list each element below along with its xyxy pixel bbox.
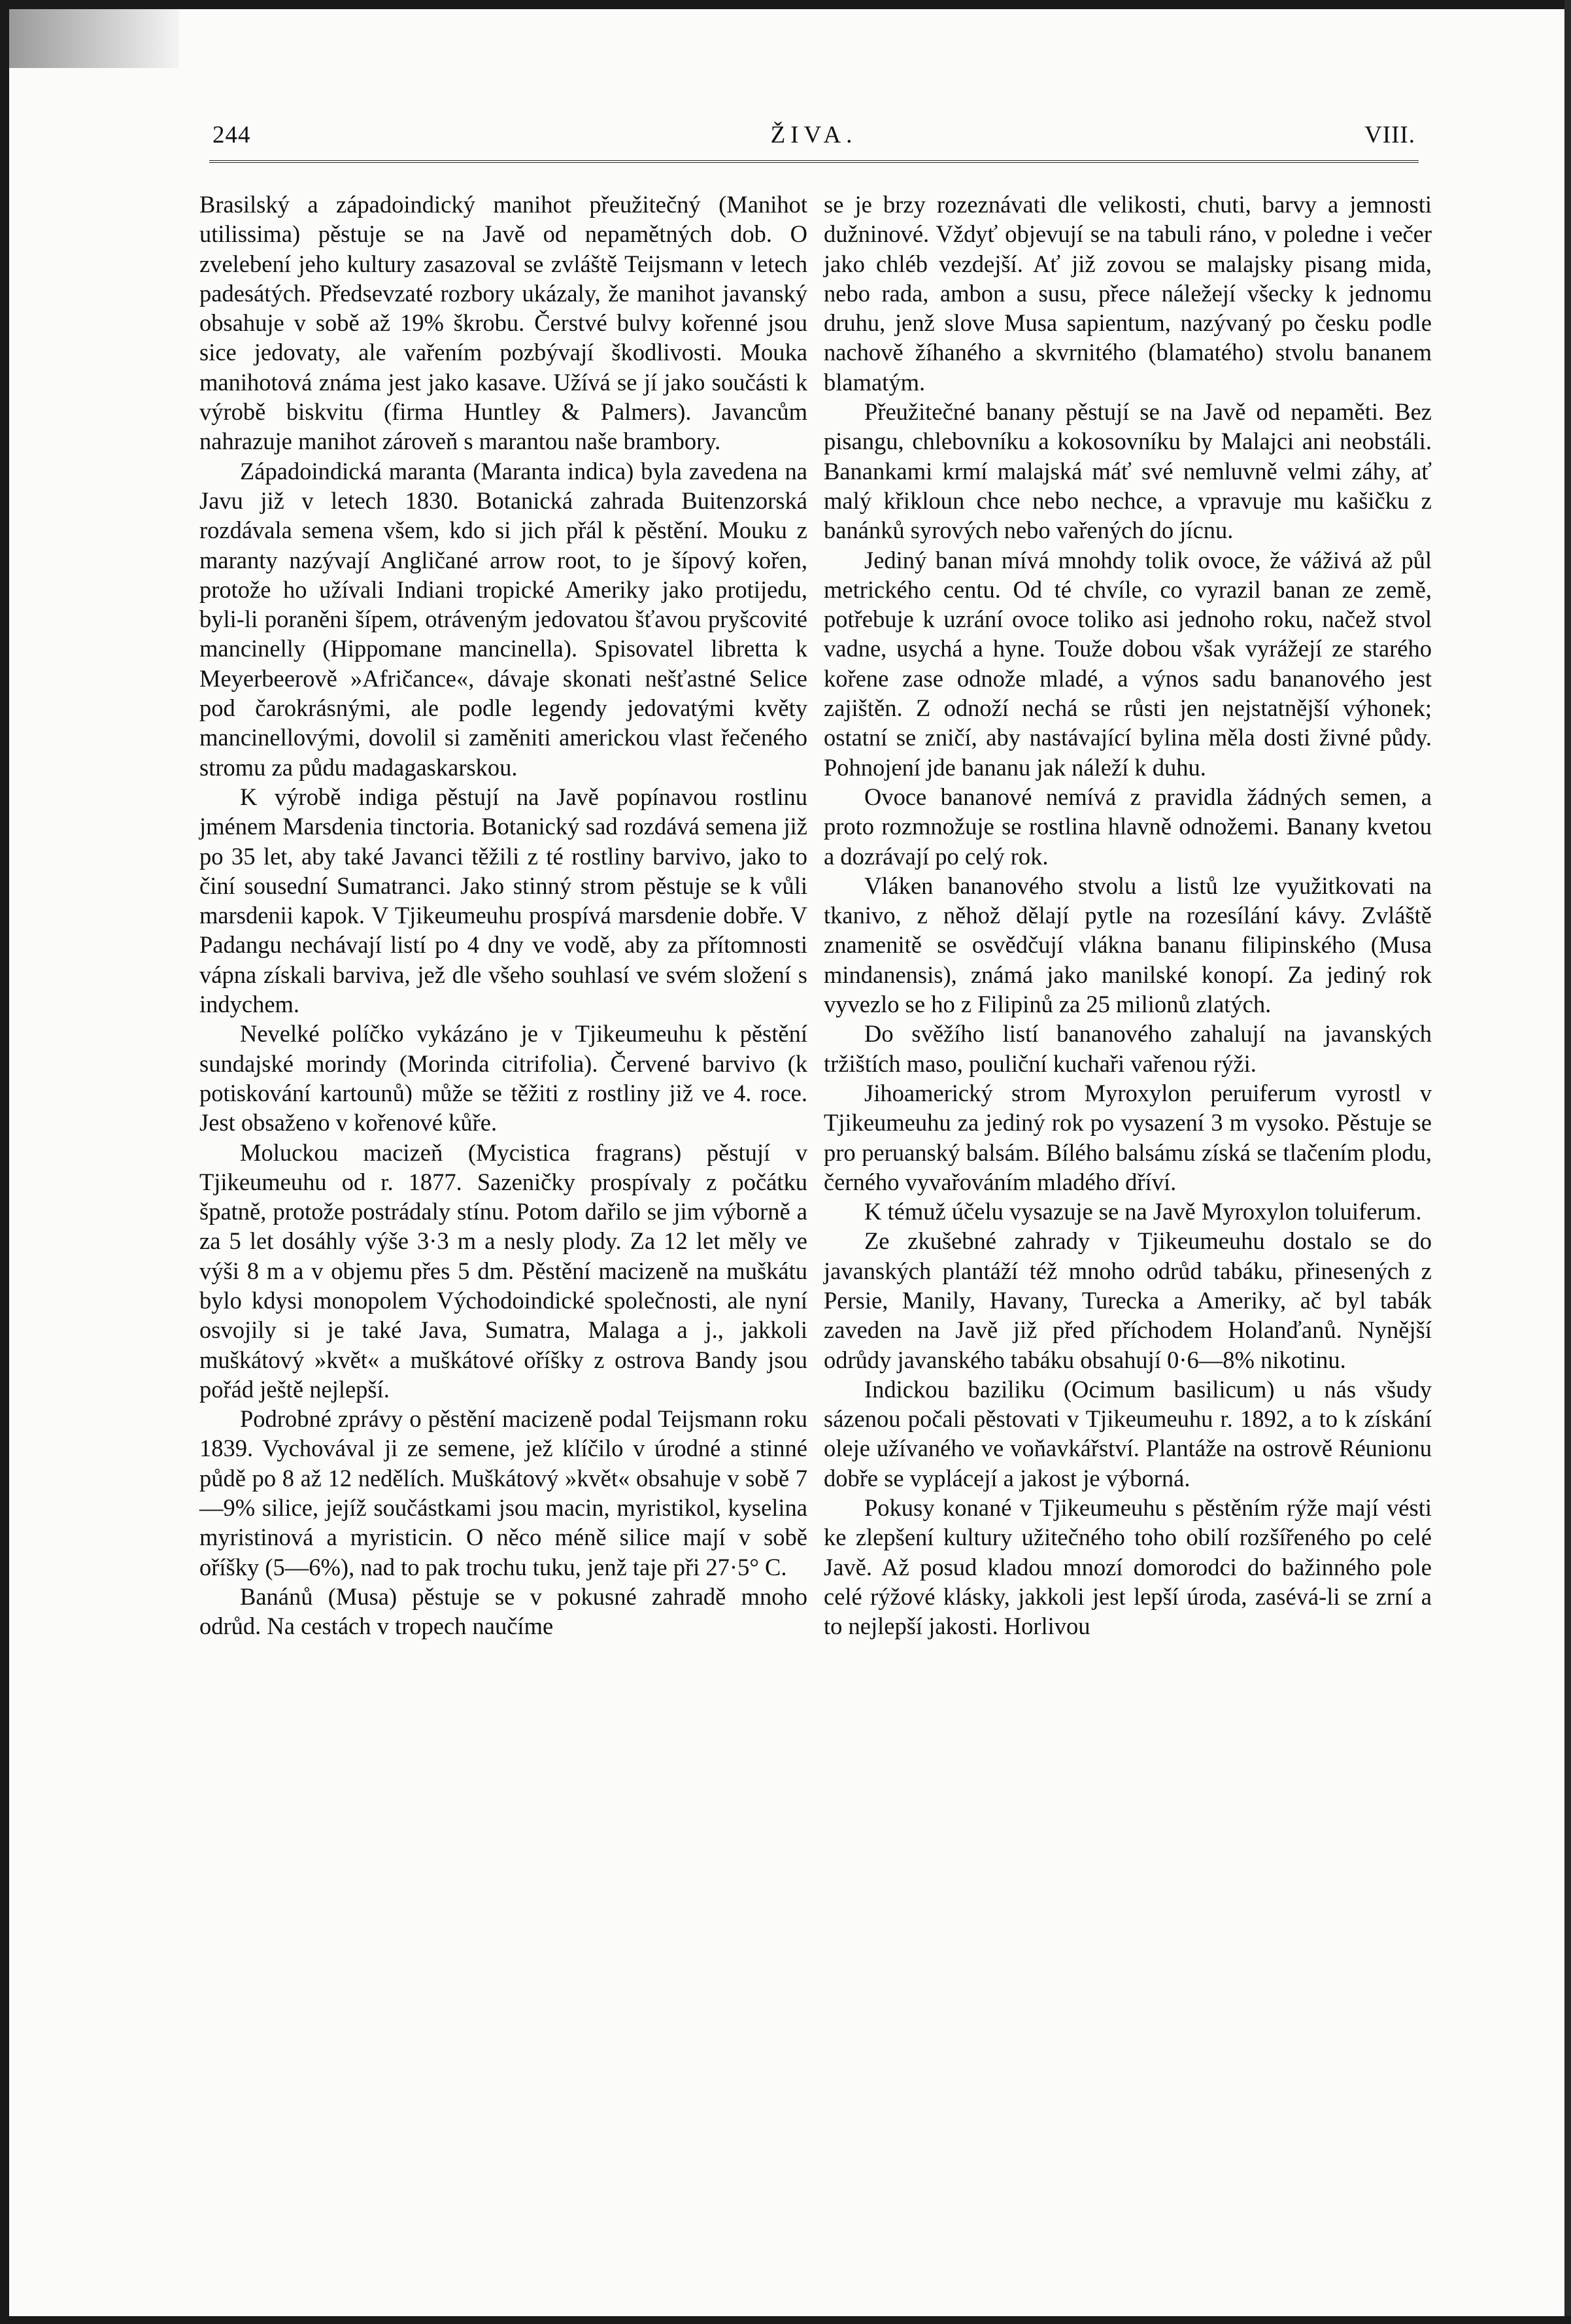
scan-border-bottom [0,2316,1571,2324]
paragraph: Do svěžího listí bananového zahalují na javanských tržištích maso, pouliční kuchaři vařenou rýži. [824,1020,1432,1077]
left-column [199,190,807,1641]
paragraph: Ovoce bananové nemívá z pravidla žádných semen, a proto rozmnožuje se rostlina hlavně odnožemi. Banany kvetou a dozrávají po celý rok. [824,783,1432,870]
scan-border-right [1564,0,1571,2324]
paragraph: Podrobné zprávy o pěstění macizeně podal Teijsmann roku 1839. Vychovával ji ze semene, jež klíčilo v úrodné a stinné půdě po 8 až 12 nedělích. Muškátový »květ« obsahuje v sobě 7—9% silice, jejíž součástkami jsou macin, myristikol, kyselina myristinová a myristicin. O něco méně silice mají v sobě oříšky (5—6%), nad to pak trochu tuku, jenž taje při 27·5° C. [199,1405,807,1581]
volume-number: VIII. [1364,122,1415,148]
paragraph: Brasilský a západoindický manihot přeužitečný (Manihot utilissima) pěstuje se na Javě od nepamětných dob. O zvelebení jeho kultury zasazoval se zvláště Teijsmann v letech padesátých. Předsevzaté rozbory ukázaly, že manihot javanský obsahuje v sobě až 19% škrobu. Čerstvé bulvy kořenné jsou sice jedovaty, ale vařením pozbývají škodlivosti. Mouka manihotová známa jest jako kasave. Užívá se jí jako součásti k výrobě biskvitu (firma Huntley & Palmers). Javancům nahrazuje manihot zároveň s marantou naše brambory. [199,191,807,455]
paragraph: Indickou baziliku (Ocimum basilicum) u nás všudy sázenou počali pěstovati v Tjikeumeuhu r. 1892, a to k získání oleje užívaného ve voňavkářství. Plantáže na ostrově Réunionu dobře se vyplácejí a jakost je výborná. [824,1375,1432,1492]
paragraph: Západoindická maranta (Maranta indica) byla zavedena na Javu již v letech 1830. Botanická zahrada Buitenzorská rozdávala semena všem, kdo si jich přál k pěstění. Mouku z maranty nazývají Angličané arrow root, to je šípový kořen, protože ho užívali Indiani tropické Ameriky jako protijedu, byli-li poraněni šípem, otráveným jedovatou šťavou pryšcovité mancinelly (Hippomane mancinella). Spisovatel libretta k Meyerbeerově »Afričance«, dávaje skonati nešťastné Selice pod čarokrásnými, ale podle legendy jedovatými květy mancinellovými, dovolil si zaměniti americkou vlast řečeného stromu za půdu madagaskarskou. [199,457,807,781]
paragraph: Nevelké políčko vykázáno je v Tjikeumeuhu k pěstění sundajské morindy (Morinda citrifolia). Červené barvivo (k potiskování kartounů) může se těžiti z rostliny již ve 4. roce. Jest obsaženo v kořenové kůře. [199,1020,807,1136]
right-column [824,190,1432,1641]
paragraph: Banánů (Musa) pěstuje se v pokusné zahradě mnoho odrůd. Na cestách v tropech naučíme [199,1582,807,1640]
paragraph: Jediný banan mívá mnohdy tolik ovoce, že váživá až půl metrického centu. Od té chvíle, co vyrazil banan ze země, potřebuje k uzrání ovoce toliko asi jednoho roku, načež stvol vadne, usychá a hyne. Touže dobou však vyrážejí ze starého kořene zase odnože mladé, a výnos sadu bananového jest zajištěn. Z odnoží nechá se růsti jen nejstatnější výhonek; ostatní se zničí, aby nastávající bylina měla dosti živné půdy. Pohnojení jde bananu jak náleží k duhu. [824,546,1432,781]
header-rule [209,160,1419,163]
paragraph: Ze zkušebné zahrady v Tjikeumeuhu dostalo se do javanských plantáží též mnoho odrůd tabáku, přinesených z Persie, Manily, Havany, Turecka a Ameriky, ač byl tabák zaveden na Javě již před příchodem Holanďanů. Nynější odrůdy javanského tabáku obsahují 0·6—8% nikotinu. [824,1227,1432,1373]
scan-corner-shadow [9,9,179,68]
paragraph: se je brzy rozeznávati dle velikosti, chuti, barvy a jemnosti dužninové. Vždyť objevují se na tabuli ráno, v poledne i večer jako chléb vezdejší. Ať již zovou se malajsky pisang mida, nebo rada, ambon a susu, přece náležejí všecky k jednomu druhu, jenž slove Musa sapientum, nazývaný po česku podle nachově žíhaného a skvrnitého (blamatého) stvolu bananem blamatým. [824,191,1432,396]
scan-border-top [0,0,1571,9]
journal-title: ŽIVA. [770,122,858,148]
scan-border-left [0,0,9,2324]
paragraph: K výrobě indiga pěstují na Javě popínavou rostlinu jménem Marsdenia tinctoria. Botanický sad rozdává semena již po 35 let, aby také Javanci těžili z té rostliny barvivo, jako to činí sousední Sumatranci. Jako stinný strom pěstuje se k vůli marsdenii kapok. V Tjikeumeuhu prospívá marsdenie dobře. V Padangu nechávají listí po 4 dny ve vodě, aby za přítomnosti vápna získali barviva, jež dle všeho souhlasí ve svém složení s indychem. [199,783,807,1018]
paragraph: Moluckou macizeň (Mycistica fragrans) pěstují v Tjikeumeuhu od r. 1877. Sazeničky prospívaly z počátku špatně, protože postrádaly stínu. Potom dařilo se jim výborně a za 5 let dosáhly výše 3·3 m a nesly plody. Za 12 let měly ve výši 8 m a v objemu přes 5 dm. Pěstění macizeně na muškátu bylo kdysi monopolem Východoindické společnosti, ale nyní osvojily si je také Java, Sumatra, Malaga a j., jakkoli muškátový »květ« a muškátové oříšky z ostrova Bandy jsou pořád ještě nejlepší. [199,1138,807,1403]
paragraph: Přeužitečné banany pěstují se na Javě od nepaměti. Bez pisangu, chlebovníku a kokosovníku by Malajci ani neobstáli. Banankami krmí malajská máť své nemluvně velmi záhy, ať malý křikloun chce nebo nechce, a vpravuje mu kašičku z banánků syrových nebo vařených do jícnu. [824,398,1432,544]
paragraph: Vláken bananového stvolu a listů lze využitkovati na tkanivo, z něhož dělají pytle na rozesílání kávy. Zvláště znamenitě se osvědčují vlákna bananu filipinského (Musa mindanensis), známá jako manilské konopí. Za jediný rok vyvezlo se ho z Filipinů za 25 milionů zlatých. [824,872,1432,1018]
paragraph: Pokusy konané v Tjikeumeuhu s pěstěním rýže mají vésti ke zlepšení kultury užitečného toho obilí rozšířeného po celé Javě. Až posud kladou mnozí domorodci do bažinného pole celé rýžové klásky, jakkoli jest lepší úroda, zasévá-li se zrní a to nejlepší jakosti. Horlivou [824,1494,1432,1640]
paragraph: Jihoamerický strom Myroxylon peruiferum vyrostl v Tjikeumeuhu za jediný rok po vysazení 3 m vysoko. Pěstuje se pro peruanský balsám. Bílého balsámu získá se tlačením plodu, černého vyvařováním mladého dříví. [824,1079,1432,1195]
paragraph: K témuž účelu vysazuje se na Javě Myroxylon toluiferum. [864,1198,1422,1225]
page-number: 244 [212,122,251,148]
